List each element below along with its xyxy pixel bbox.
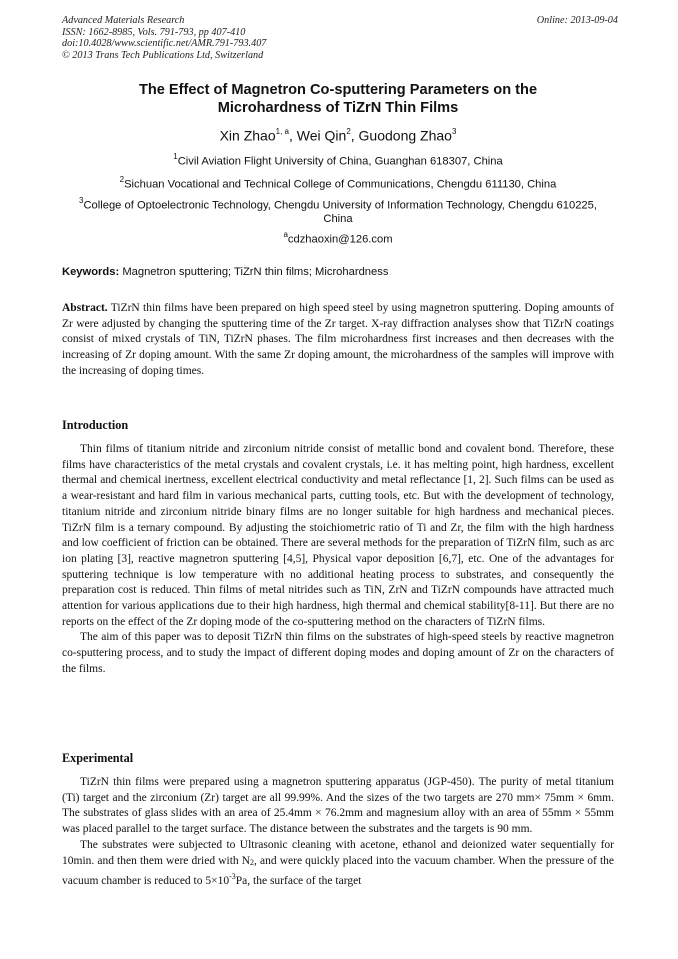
keywords-text: Magnetron sputtering; TiZrN thin films; Microhardness bbox=[122, 266, 389, 278]
section-heading-experimental: Experimental bbox=[62, 751, 134, 765]
author-sep: , bbox=[350, 127, 359, 144]
author-name: Xin Zhao bbox=[219, 127, 276, 144]
experimental-p2-part-a: The substrates were subjected to Ultrasonic cleaning with acetone, ethanol and deionized water sequentially for 10min. and then them were dried with N bbox=[62, 838, 614, 867]
doi-line: doi:10.4028/www.scientific.net/AMR.791-793.407 bbox=[62, 38, 267, 50]
introduction-paragraph-2: The aim of this paper was to deposit TiZrN thin films on the substrates of high-speed steels by reactive magnetron co-sputtering process, and to study the impact of different doping modes and doping amount of Zr on the characters of the films. bbox=[62, 631, 614, 675]
experimental-paragraph-2 bbox=[62, 838, 614, 890]
experimental-p2-part-c: Pa, the surface of the target bbox=[235, 875, 362, 888]
abstract-text: TiZrN thin films have been prepared on high speed steel by using magnetron sputtering. Doping amounts of Zr were adjusted by changing the sputtering time of the Zr target. X-ray diffraction analyses show that TiZrN coatings consist of mixed crystals of TiN, TiZrN phases. The film microhardness first increases and then decreases with the increasing of Zr doping amount. With the same Zr doping amount, the microhardness of the samples will improve with the increasing of doping times. bbox=[62, 302, 614, 377]
abstract bbox=[62, 301, 614, 380]
section-heading-introduction: Introduction bbox=[62, 418, 129, 432]
author-sep: , bbox=[288, 127, 297, 144]
introduction-paragraph-1: Thin films of titanium nitride and zirconium nitride consist of metallic bond and covalent bond. Therefore, these films have characteristics of the metal crystals and covalent crystals, i.e. it has melting point, high hardness, excellent thermal and chemical inertness, excellent electrical conductivity and metal reflectance [1, 2]. Such films can be used as a wear-resistant and hard film in various mechanical parts, cutting tools, etc. But with the development of technology, titanium nitride and zirconium nitride binary films are no longer suitable for high hardness and mechanical pieces. TiZrN film is a ternary compound. By adjusting the stoichiometric ratio of Ti and Zr, the film with the high hardness and low coefficient of friction can be obtained. There are several methods for the preparation of TiZrN film, such as arc ion plating [3], reactive magnetron sputtering [4,5], Physical vapor deposition [6,7], etc. One of the advantages for sputtering technique is low temperature with no additional heating process to substrates, and consequently the preparation cost is reduced. Thin films of metal nitrides such as TiN, ZrN and TiZrN compounds have attracted much attention for various applications due to their high hardness, high thermal and chemical stability[8-11]. But there are no reports on the effect of the Zr doping mode of the co-sputtering method on the characters of TiZrN films. bbox=[62, 443, 614, 628]
copyright-line: © 2013 Trans Tech Publications Ltd, Switzerland bbox=[62, 49, 264, 61]
author-sup: 1, a bbox=[275, 127, 289, 136]
affiliation-text: Civil Aviation Flight University of China, Guanghan 618307, China bbox=[177, 155, 503, 168]
email-address: cdzhaoxin@126.com bbox=[287, 233, 393, 246]
affiliation-email bbox=[62, 229, 614, 247]
author-sup: 3 bbox=[451, 127, 457, 136]
journal-name: Advanced Materials Research bbox=[62, 15, 185, 26]
keywords-line bbox=[62, 265, 614, 279]
experimental-body bbox=[62, 775, 614, 890]
experimental-p2-part-b: , and were quickly placed into the vacuum chamber. When the pressure of the vacuum chamber is reduced to 5×10 bbox=[62, 854, 614, 888]
keywords-label: Keywords: bbox=[62, 266, 120, 278]
issn-line: ISSN: 1662-8985, Vols. 791-793, pp 407-410 bbox=[62, 26, 246, 38]
affiliation-sup: 3 bbox=[79, 196, 84, 205]
author-name: Guodong Zhao bbox=[358, 127, 452, 144]
paper-title bbox=[62, 81, 614, 117]
affiliation-sup: 2 bbox=[119, 175, 125, 184]
author-list bbox=[62, 124, 614, 145]
title-line-1: The Effect of Magnetron Co-sputtering Parameters on the bbox=[138, 82, 538, 98]
affiliation-text: College of Optoelectronic Technology, Chengdu University of Information Technology, Chengdu 610225, China bbox=[83, 199, 597, 226]
author-name: Wei Qin bbox=[296, 127, 347, 144]
affiliation-sup: a bbox=[283, 230, 288, 239]
nitrogen-subscript: 2 bbox=[250, 857, 255, 867]
online-date: Online: 2013-09-04 bbox=[536, 15, 618, 26]
journal-header bbox=[62, 15, 618, 61]
introduction-body bbox=[62, 442, 614, 678]
abstract-label: Abstract. bbox=[62, 302, 108, 314]
affiliation-3 bbox=[70, 195, 606, 227]
pressure-exponent: -3 bbox=[229, 872, 236, 882]
affiliation-1 bbox=[62, 151, 614, 169]
title-line-2: Microhardness of TiZrN Thin Films bbox=[217, 100, 459, 116]
affiliation-2 bbox=[62, 174, 614, 192]
author-sup: 2 bbox=[346, 127, 351, 136]
affiliation-sup: 1 bbox=[173, 152, 178, 161]
experimental-paragraph-1: TiZrN thin films were prepared using a magnetron sputtering apparatus (JGP-450). The purity of metal titanium (Ti) target and the zirconium (Zr) target are all 99.99%. And the sizes of the two targets are 270 mm× 75mm × 6mm. The substrates of glass slides with an area of 25.4mm × 76.2mm and magnesium alloy with an area of 55mm × 55mm was placed parallel to the target surface. The distance between the substrates and the targets is 90 mm. bbox=[62, 776, 614, 836]
affiliation-text: Sichuan Vocational and Technical College of Communications, Chengdu 611130, China bbox=[124, 178, 557, 191]
